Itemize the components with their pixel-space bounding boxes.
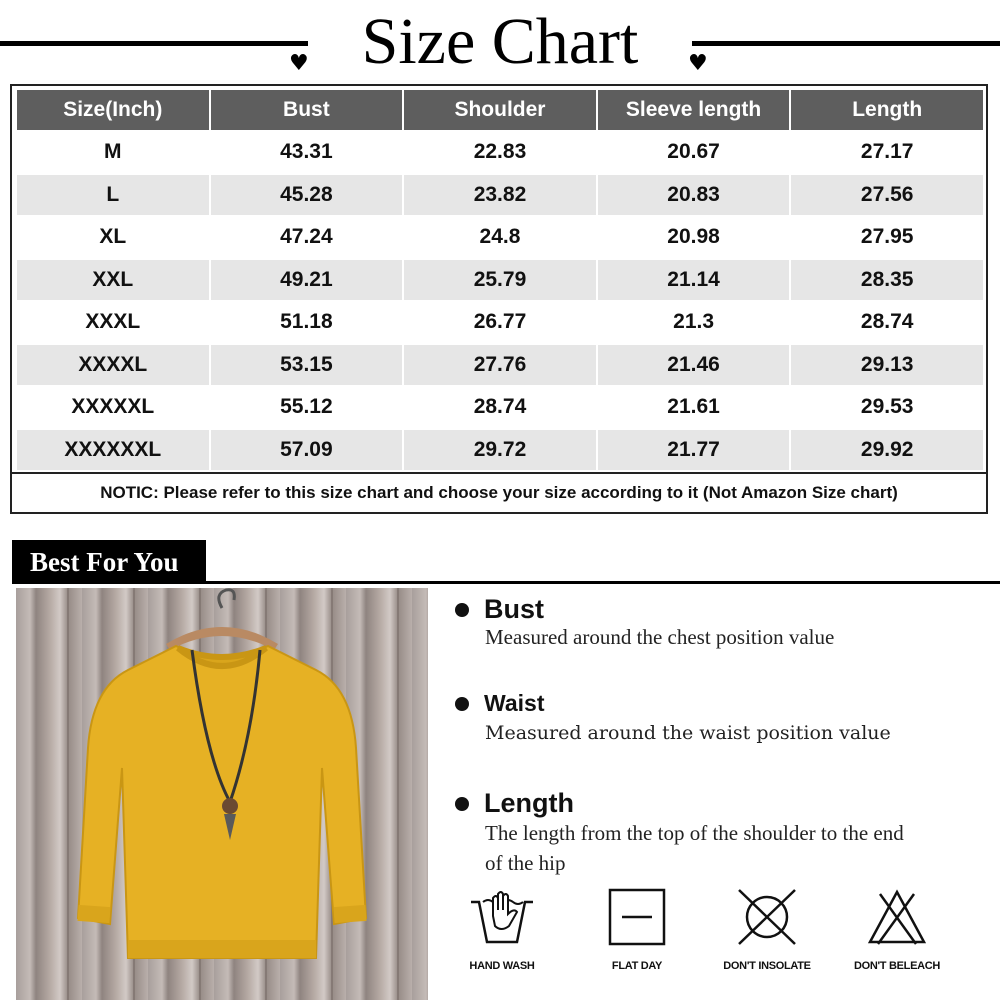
size-cell: XXL [17,260,209,301]
shoulder-cell: 26.77 [473,310,527,334]
column-header-bust: Bust [211,90,403,130]
column-header-size: Size(Inch) [17,90,209,130]
heart-icon: ♥ [688,51,708,76]
product-photo [16,588,428,1000]
dont-insolate-label: DON'T INSOLATE [723,960,811,972]
title-rule-right [692,41,1000,46]
shoulder-cell: 28.74 [473,395,527,419]
hand-wash-icon [467,886,537,948]
length-cell: 27.56 [791,175,983,216]
bust-cell: 49.21 [211,260,403,301]
bust-description: Measured around the chest position value [485,625,835,649]
shoulder-cell: 22.83 [473,140,527,164]
sleeve-length-cell: 21.61 [667,395,720,419]
sweater-illustration [16,588,428,1000]
hand-wash-label: HAND WASH [469,960,535,972]
bust-cell: 43.31 [280,140,333,164]
flat-dry-label: FLAT DAY [611,960,663,972]
bust-cell: 53.15 [211,345,403,386]
length-cell: 29.13 [791,345,983,386]
bust-cell: 51.18 [280,310,333,334]
care-flat-dry [572,886,702,972]
size-cell: M [104,140,122,164]
size-notice: NOTIC: Please refer to this size chart and choose your size according to it (Not Amazon Size chart) [12,472,986,510]
bullet-icon [455,603,469,617]
size-cell: XL [99,225,127,249]
column-header-shoulder: Shoulder [404,90,596,130]
column-header-sleeve-length: Sleeve length [598,90,790,130]
sleeve-length-cell: 21.77 [598,430,790,471]
table-row [17,132,983,173]
size-cell: XXXXXXL [17,430,209,471]
table-row [17,387,983,428]
size-cell: XXXXXL [71,395,155,419]
care-dont-insolate [702,886,832,972]
sleeve-length-cell: 20.67 [667,140,720,164]
bullet-icon [455,697,469,711]
bust-cell: 47.24 [280,225,333,249]
bust-cell: 55.12 [280,395,333,419]
size-chart-frame [10,84,988,514]
care-dont-bleach [832,886,962,972]
shoulder-cell: 29.72 [404,430,596,471]
length-description: The length from the top of the shoulder to the end of the hip [485,821,904,875]
heart-icon: ♥ [289,51,309,76]
table-header-row [17,90,983,130]
table-row [17,430,983,471]
table-row [17,260,983,301]
best-for-you-tab: Best For You [12,540,206,584]
section-divider [206,581,1000,584]
length-heading: Length [484,788,574,818]
shoulder-cell: 23.82 [404,175,596,216]
size-table [15,88,985,472]
flat-dry-icon [606,886,668,948]
shoulder-cell: 24.8 [479,225,521,249]
care-hand-wash [437,886,567,972]
table-row [17,302,983,343]
bust-cell: 45.28 [211,175,403,216]
title-rule-left [0,41,308,46]
size-cell: L [17,175,209,216]
dont-insolate-icon [735,886,799,948]
length-cell: 27.95 [860,225,914,249]
waist-description: Measured around the waist position value [485,722,891,744]
bust-cell: 57.09 [211,430,403,471]
table-row [17,345,983,386]
size-cell: XXXL [85,310,141,334]
sleeve-length-cell: 21.3 [673,310,715,334]
shoulder-cell: 27.76 [404,345,596,386]
size-cell: XXXXL [17,345,209,386]
shoulder-cell: 25.79 [404,260,596,301]
title-banner [0,0,1000,80]
length-cell: 27.17 [860,140,914,164]
bullet-icon [455,797,469,811]
length-cell: 29.53 [860,395,914,419]
sleeve-length-cell: 20.98 [667,225,720,249]
length-cell: 28.35 [791,260,983,301]
page-title: Size Chart [361,5,639,78]
length-cell: 29.92 [791,430,983,471]
sleeve-length-cell: 20.83 [598,175,790,216]
column-header-length: Length [791,90,983,130]
sleeve-length-cell: 21.14 [598,260,790,301]
length-cell: 28.74 [860,310,914,334]
dont-bleach-label: DON'T BELEACH [853,960,941,972]
bust-heading: Bust [484,594,544,624]
table-row [17,217,983,258]
sleeve-length-cell: 21.46 [598,345,790,386]
waist-heading: Waist [484,690,545,716]
table-row [17,175,983,216]
dont-bleach-icon [866,886,928,948]
